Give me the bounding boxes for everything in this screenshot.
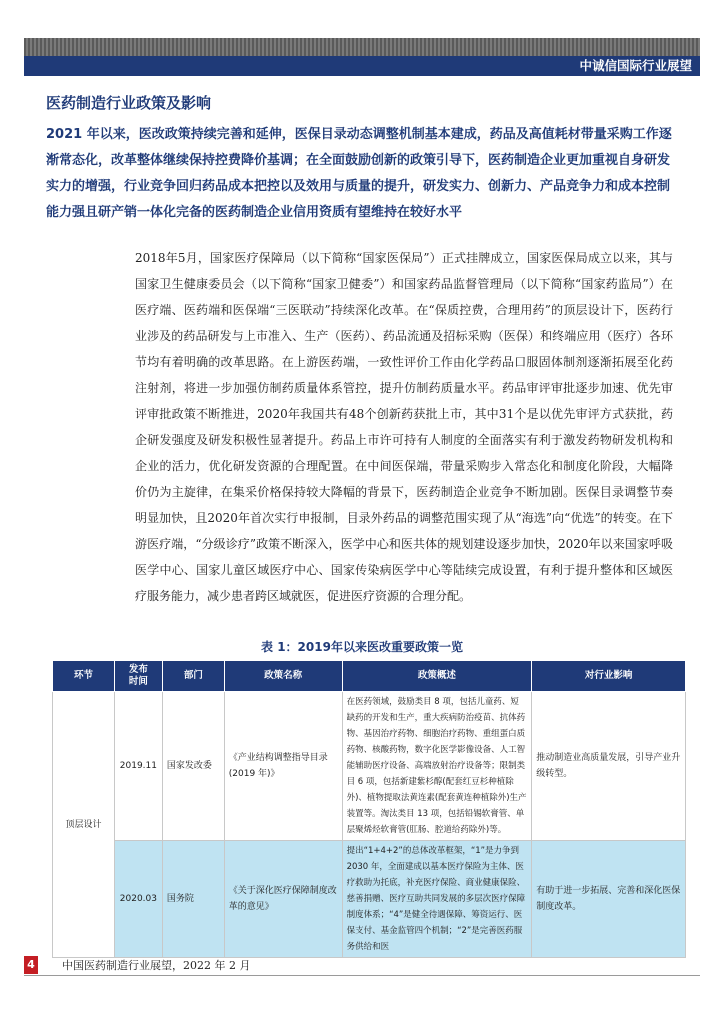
row-name: 《关于深化医疗保障制度改革的意见》 xyxy=(224,841,342,958)
row-overview: 提出“1+4+2”的总体改革框架，“1”是力争到 2030 年，全面建成以基本医疗保险为主体、医疗救助为托底，补充医疗保险、商业健康保险、慈善捐赠、医疗互助共同发展的多层次医疗保障制度体系；“4”是健全待遇保障、筹资运行、医保支付、基金监管四个机制；“2”是完善医药服务供给和医 xyxy=(342,841,532,958)
row-date: 2020.03 xyxy=(114,841,162,958)
header-date: 发布 时间 xyxy=(114,661,162,692)
row-dept: 国家发改委 xyxy=(162,692,224,841)
footer-divider xyxy=(24,975,700,976)
header-dept: 部门 xyxy=(162,661,224,692)
header-name: 政策名称 xyxy=(224,661,342,692)
header-title: 中诚信国际行业展望 xyxy=(579,58,692,73)
header-pattern-bar xyxy=(24,38,700,56)
page-number: 4 xyxy=(24,956,38,974)
summary-paragraph: 2021 年以来，医改政策持续完善和延伸，医保目录动态调整机制基本建成，药品及高值耗材带量采购工作逐渐常态化，改革整体继续保持控费降价基调；在全面鼓励创新的政策引导下，医药制造企业更加重视自身研发实力的增强，行业竞争回归药品成本把控以及效用与质量的提升，研发实力、创新力、产品竞争力和成本控制能力强且研产销一体化完备的医药制造企业信用资质有望维持在较好水平 xyxy=(46,127,672,220)
body-paragraph: 2018年5月，国家医疗保障局（以下简称“国家医保局”）正式挂牌成立，国家医保局成立以来，其与国家卫生健康委员会（以下简称“国家卫健委”）和国家药品监督管理局（以下简称“国家药监局”）在医疗端、医药端和医保端“三医联动”持续深化改革。在“保质控费，合理用药”的顶层设计下，医药行业涉及的药品研发与上市准入、生产（医药）、药品流通及招标采购（医保）和终端应用（医疗）各环节均有着明确的改革思路。在上游医药端，一致性评价工作由化学药品口服固体制剂逐渐拓展至化药注射剂，将进一步加强仿制药质量体系管控，提升仿制药质量水平。药品审评审批逐步加速、优先审评审批政策不断推进，2020年我国共有48个创新药获批上市，其中31个是以优先审评方式获批，药企研发强度及研发积极性显著提升。药品上市许可持有人制度的全面落实有利于激发药物研发机构和企业的活力，优化研发资源的合理配置。在中间医保端，带量采购步入常态化和制度化阶段，大幅降价仍为主旋律，在集采价格保持较大降幅的背景下，医药制造企业竞争不断加剧。医保目录调整节奏明显加快，且2020年首次实行申报制，目录外药品的调整范围实现了从“海选”向“优选”的转变。在下游医疗端，“分级诊疗”政策不断深入，医学中心和医共体的规划建设逐步加快，2020年以来国家呼吸医学中心、国家儿童区域医疗中心、国家传染病医学中心等陆续完成设置，有利于提升整体和区域医疗服务能力，减少患者跨区域就医，促进医疗资源的合理分配。 xyxy=(135,251,673,603)
table-header-row xyxy=(53,661,686,692)
footer-text: 中国医药制造行业展望，2022 年 2 月 xyxy=(62,959,251,972)
section-title: 医药制造行业政策及影响 xyxy=(46,94,212,112)
header-overview: 政策概述 xyxy=(342,661,532,692)
row-date: 2019.11 xyxy=(114,692,162,841)
row-dept: 国务院 xyxy=(162,841,224,958)
table-caption: 表 1：2019年以来医改重要政策一览 xyxy=(261,640,463,654)
header-impact: 对行业影响 xyxy=(532,661,686,692)
table-row xyxy=(53,692,686,841)
row-overview: 在医药领域，鼓励类目 8 项，包括儿童药、短缺药的开发和生产，重大疾病防治疫苗、抗体药物、基因治疗药物、细胞治疗药物、重组蛋白质药物、核酸药物，数字化医学影像设备、人工智能辅助医疗设备、高端放射治疗设备等；限制类目 6 项，包括新建紫杉醇(配套红豆杉种植除外)、植物提取法黄连素(配套黄连种植除外)生产装置等。淘汰类目 13 项，包括铅锡软膏管、单层聚烯烃软膏管(肛肠、腔道给药除外)等。 xyxy=(342,692,532,841)
group-label: 顶层设计 xyxy=(53,692,115,958)
table-row xyxy=(53,841,686,958)
row-impact: 推动制造业高质量发展，引导产业升级转型。 xyxy=(532,692,686,841)
row-name: 《产业结构调整指导目录(2019 年)》 xyxy=(224,692,342,841)
header-link: 环节 xyxy=(53,661,115,692)
policy-table xyxy=(52,660,686,958)
row-impact: 有助于进一步拓展、完善和深化医保制度改革。 xyxy=(532,841,686,958)
